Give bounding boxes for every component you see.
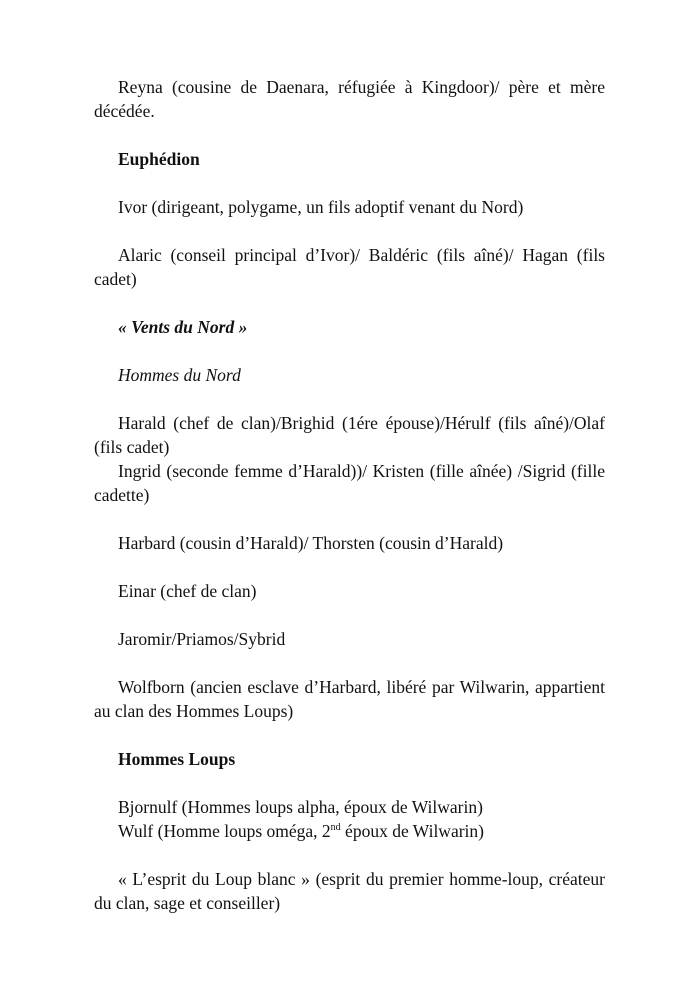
paragraph-ivor: Ivor (dirigeant, polygame, un fils adoptif venant du Nord): [118, 197, 524, 217]
wulf-superscript: nd: [330, 822, 341, 834]
paragraph-esprit: « L’esprit du Loup blanc » (esprit du premier homme-loup, créateur du clan, sage et conseiller): [94, 869, 605, 913]
document-page: [94, 75, 605, 915]
heading-hommes-loups: Hommes Loups: [118, 749, 236, 769]
paragraph-harbard: Harbard (cousin d’Harald)/ Thorsten (cousin d’Harald): [118, 533, 504, 553]
paragraph-bjornulf: Bjornulf (Hommes loups alpha, époux de Wilwarin): [118, 797, 483, 817]
heading-hommes-du-nord: Hommes du Nord: [118, 365, 241, 385]
paragraph-ingrid: Ingrid (seconde femme d’Harald))/ Kristen (fille aînée) /Sigrid (fille cadette): [94, 461, 605, 505]
paragraph-wolfborn: Wolfborn (ancien esclave d’Harbard, libéré par Wilwarin, appartient au clan des Hommes Loups): [94, 677, 605, 721]
heading-euphedion: Euphédion: [118, 149, 200, 169]
paragraph-jaromir: Jaromir/Priamos/Sybrid: [118, 629, 286, 649]
paragraph-harald: Harald (chef de clan)/Brighid (1ére épouse)/Hérulf (fils aîné)/Olaf (fils cadet): [94, 413, 605, 457]
paragraph-einar: Einar (chef de clan): [118, 581, 257, 601]
paragraph-reyna: Reyna (cousine de Daenara, réfugiée à Kingdoor)/ père et mère décédée.: [94, 77, 605, 121]
paragraph-alaric: Alaric (conseil principal d’Ivor)/ Baldéric (fils aîné)/ Hagan (fils cadet): [94, 245, 605, 289]
wulf-text-end: époux de Wilwarin): [340, 821, 484, 841]
paragraph-wulf: [94, 819, 605, 843]
heading-vents-du-nord: « Vents du Nord »: [118, 317, 248, 337]
wulf-text-start: Wulf (Homme loups oméga, 2: [118, 821, 331, 841]
